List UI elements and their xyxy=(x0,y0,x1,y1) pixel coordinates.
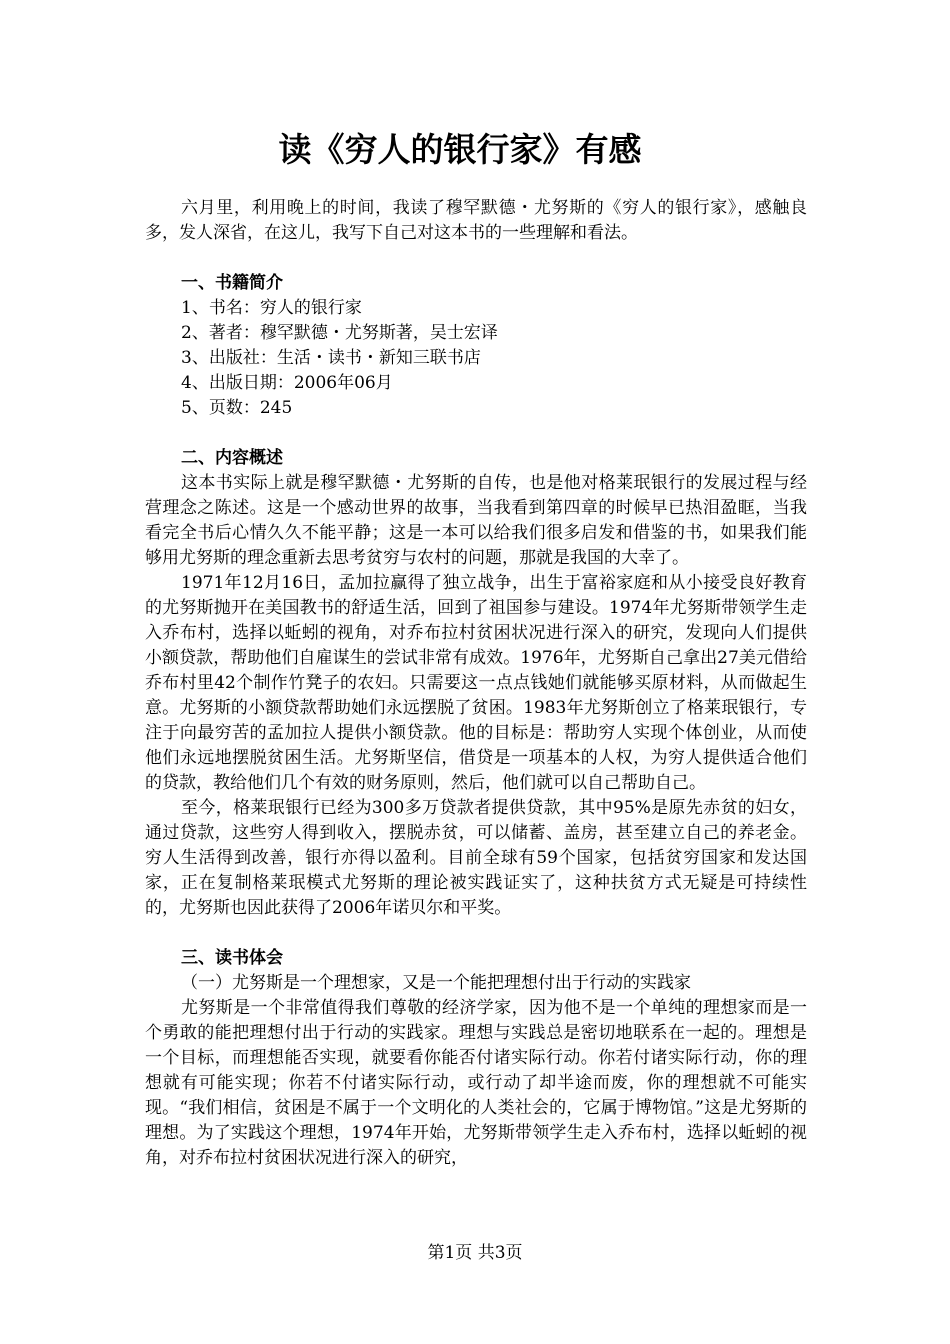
book-info-item: 4、出版日期：2006年06月 xyxy=(181,373,393,393)
book-info-item: 1、书名：穷人的银行家 xyxy=(181,298,362,318)
book-info-item: 2、著者：穆罕默德・尤努斯著，吴士宏译 xyxy=(181,323,498,343)
summary-paragraph: 1971年12月16日，孟加拉赢得了独立战争，出生于富裕家庭和从小接受良好教育的尤努斯抛开在美国教书的舒适生活，回到了祖国参与建设。1974年尤努斯带领学生走入乔布村，选择以蚯蚓的视角，对乔布拉村贫困状况进行深入的研究，发现向人们提供小额贷款，帮助他们自雇谋生的尝试非常有成效。1976年，尤努斯自己拿出27美元借给乔布村里42个制作竹凳子的农妇。只需要这一点点钱她们就能够买原材料，从而做起生意。尤努斯的小额贷款帮助她们永远摆脱了贫困。1983年尤努斯创立了格莱珉银行，专注于向最穷苦的孟加拉人提供小额贷款。他的目标是：帮助穷人实现个体创业，从而使他们永远地摆脱贫困生活。尤努斯坚信，借贷是一项基本的人权，为穷人提供适合他们的贷款，教给他们几个有效的财务原则，然后，他们就可以自己帮助自己。 xyxy=(145,573,807,793)
reflection-paragraph: 尤努斯是一个非常值得我们尊敬的经济学家，因为他不是一个单纯的理想家而是一个勇敢的能把理想付出于行动的实践家。理想与实践总是密切地联系在一起的。理想是一个目标，而理想能否实现，就要看你能否付诸实际行动。你若付诸实际行动，你的理想就有可能实现；你若不付诸实际行动，或行动了却半途而废，你的理想就不可能实现。“我们相信，贫困是不属于一个文明化的人类社会的，它属于博物馆。”这是尤努斯的理想。为了实践这个理想，1974年开始，尤努斯带领学生走入乔布村，选择以蚯蚓的视角，对乔布拉村贫困状况进行深入的研究， xyxy=(145,998,807,1168)
reflection-subheading: （一）尤努斯是一个理想家，又是一个能把理想付出于行动的实践家 xyxy=(181,973,691,993)
spacer xyxy=(145,246,807,271)
document-title: 读《穷人的银行家》有感 xyxy=(278,130,642,169)
section-heading-book-info: 一、书籍简介 xyxy=(181,273,283,293)
document-body xyxy=(145,196,807,1171)
spacer xyxy=(145,421,807,446)
summary-paragraph: 这本书实际上就是穆罕默德・尤努斯的自传，也是他对格莱珉银行的发展过程与经营理念之陈述。这是一个感动世界的故事，当我看到第四章的时候早已热泪盈眶，当我看完全书后心情久久不能平静；这是一本可以给我们很多启发和借鉴的书，如果我们能够用尤努斯的理念重新去思考贫穷与农村的问题，那就是我国的大幸了。 xyxy=(145,473,807,568)
section-heading-summary: 二、内容概述 xyxy=(181,448,283,468)
page-footer: 第1页 共3页 xyxy=(427,1243,523,1263)
intro-paragraph: 六月里，利用晚上的时间，我读了穆罕默德・尤努斯的《穷人的银行家》，感触良多，发人深省，在这儿，我写下自己对这本书的一些理解和看法。 xyxy=(145,198,807,243)
book-info-item: 5、页数：245 xyxy=(181,398,293,418)
section-heading-reflections: 三、读书体会 xyxy=(181,948,283,968)
spacer xyxy=(145,921,807,946)
summary-paragraph: 至今，格莱珉银行已经为300多万贷款者提供贷款，其中95%是原先赤贫的妇女，通过贷款，这些穷人得到收入，摆脱赤贫，可以储蓄、盖房，甚至建立自己的养老金。穷人生活得到改善，银行亦得以盈利。目前全球有59个国家，包括贫穷国家和发达国家，正在复制格莱珉模式尤努斯的理论被实践证实了，这种扶贫方式无疑是可持续性的，尤努斯也因此获得了2006年诺贝尔和平奖。 xyxy=(145,798,807,918)
book-info-item: 3、出版社：生活・读书・新知三联书店 xyxy=(181,348,481,368)
